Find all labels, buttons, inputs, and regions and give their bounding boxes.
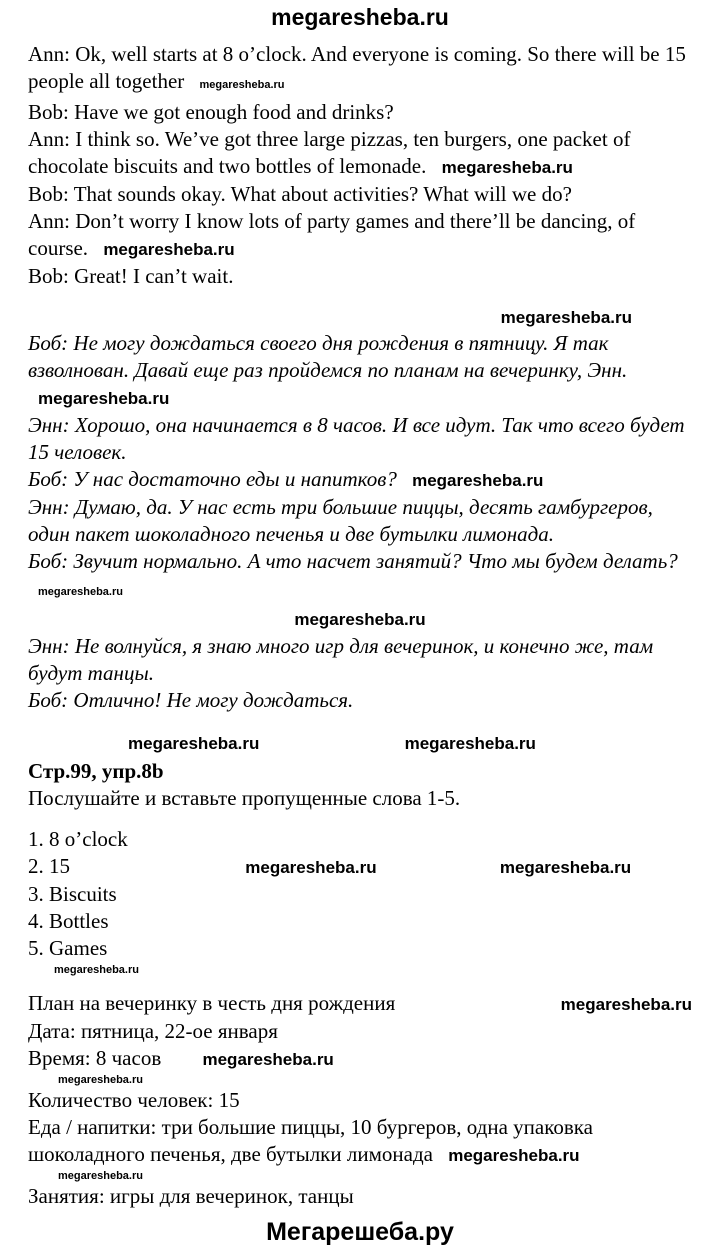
plan-food: Еда / напитки: три большие пиццы, 10 бургеров, одна упаковка шоколадного печенья, две бутылки лимонада <box>28 1115 593 1166</box>
plan-title-row <box>28 990 692 1018</box>
watermark-tiny-line: megaresheba.ru <box>54 964 139 976</box>
watermark-tiny-line: megaresheba.ru <box>58 1170 143 1182</box>
dialogue-line-ann-3 <box>28 208 692 263</box>
dialogue-text: Bob: Have we got enough food and drinks? <box>28 100 394 124</box>
watermark-row <box>28 730 692 756</box>
answer-line-3: 3. Biscuits <box>28 882 117 906</box>
watermark-inline: megaresheba.ru <box>412 471 544 490</box>
dialogue-line-bob-2 <box>28 181 692 208</box>
dialogue-russian-translation <box>28 306 692 714</box>
plan-title: План на вечеринку в честь дня рождения <box>28 991 396 1015</box>
translation-text: Боб: У нас достаточно еды и напитков? <box>28 467 397 491</box>
translation-text: Энн: Хорошо, она начинается в 8 часов. И все идут. Так что всего будет 15 человек. <box>28 413 685 464</box>
dialogue-text: Ann: Ok, well starts at 8 o’clock. And everyone is coming. So there will be 15 people all together <box>28 42 686 93</box>
translation-line-ann-3 <box>28 633 692 687</box>
watermark-inline: megaresheba.ru <box>448 1146 580 1165</box>
translation-text: Энн: Думаю, да. У нас есть три большие пиццы, десять гамбургеров, один пакет шоколадного печенья и две бутылки лимонада. <box>28 495 653 546</box>
plan-people: Количество человек: 15 <box>28 1088 240 1112</box>
watermark-tiny-line: megaresheba.ru <box>58 1074 143 1086</box>
site-watermark-header: megaresheba.ru <box>271 4 449 30</box>
translation-text: Энн: Не волнуйся, я знаю много игр для вечеринок, и конечно же, там будут танцы. <box>28 634 654 685</box>
dialogue-line-ann-2 <box>28 126 692 181</box>
answer-line-1: 1. 8 o’clock <box>28 827 128 851</box>
watermark-inline: megaresheba.ru <box>245 858 377 877</box>
translation-text: Боб: Не могу дождаться своего дня рождения в пятницу. Я так взволнован. Давай еще раз пройдемся по планам на вечеринку, Энн. <box>28 331 628 382</box>
dialogue-line-bob-3 <box>28 263 692 290</box>
watermark-inline: megaresheba.ru <box>38 389 170 408</box>
dialogue-text: Ann: Don’t worry I know lots of party games and there’ll be dancing, of course. <box>28 209 636 260</box>
watermark-inline: megaresheba.ru <box>404 734 536 753</box>
watermark-inline: megaresheba.ru <box>202 1050 334 1069</box>
watermark-inline: megaresheba.ru <box>128 734 260 753</box>
plan-date: Дата: пятница, 22-ое января <box>28 1019 278 1043</box>
answer-line-2 <box>28 853 692 881</box>
answers-list <box>28 826 692 978</box>
watermark-inline: megaresheba.ru <box>38 586 123 598</box>
answer-text: 2. 15 <box>28 854 70 878</box>
translation-line-bob-3 <box>28 548 692 606</box>
watermark-line: megaresheba.ru <box>294 610 426 629</box>
dialogue-line-ann-1 <box>28 41 692 99</box>
watermark-line: megaresheba.ru <box>500 308 632 327</box>
translation-line-bob-1 <box>28 330 692 412</box>
party-plan-section <box>28 990 692 1210</box>
dialogue-text: Ann: I think so. We’ve got three large pizzas, ten burgers, one packet of chocolate biscuits and two bottles of lemonade. <box>28 127 631 178</box>
translation-line-ann-1 <box>28 412 692 466</box>
watermark-inline: megaresheba.ru <box>560 995 692 1014</box>
plan-food-row <box>28 1114 692 1169</box>
translation-line-bob-4 <box>28 687 692 714</box>
dialogue-line-bob-1 <box>28 99 692 126</box>
exercise-heading: Стр.99, упр.8b <box>28 759 164 783</box>
dialogue-text: Bob: Great! I can’t wait. <box>28 264 234 288</box>
dialogue-english <box>28 41 692 290</box>
translation-text: Боб: Отлично! Не могу дождаться. <box>28 688 354 712</box>
exercise-section <box>28 730 692 812</box>
site-brand-footer: Мегарешеба.ру <box>266 1218 454 1246</box>
translation-line-ann-2 <box>28 494 692 548</box>
watermark-inline: megaresheba.ru <box>441 158 573 177</box>
watermark-inline: megaresheba.ru <box>499 858 632 877</box>
exercise-instruction: Послушайте и вставьте пропущенные слова 1-5. <box>28 786 461 810</box>
plan-time-row <box>28 1045 692 1073</box>
translation-text: Боб: Звучит нормально. А что насчет занятий? Что мы будем делать? <box>28 549 678 573</box>
translation-line-bob-2 <box>28 466 692 494</box>
plan-time: Время: 8 часов <box>28 1046 162 1070</box>
plan-activities: Занятия: игры для вечеринок, танцы <box>28 1184 354 1208</box>
answer-line-4: 4. Bottles <box>28 909 109 933</box>
watermark-inline: megaresheba.ru <box>103 240 235 259</box>
answer-line-5: 5. Games <box>28 936 108 960</box>
dialogue-text: Bob: That sounds okay. What about activities? What will we do? <box>28 182 572 206</box>
watermark-inline: megaresheba.ru <box>199 79 285 91</box>
